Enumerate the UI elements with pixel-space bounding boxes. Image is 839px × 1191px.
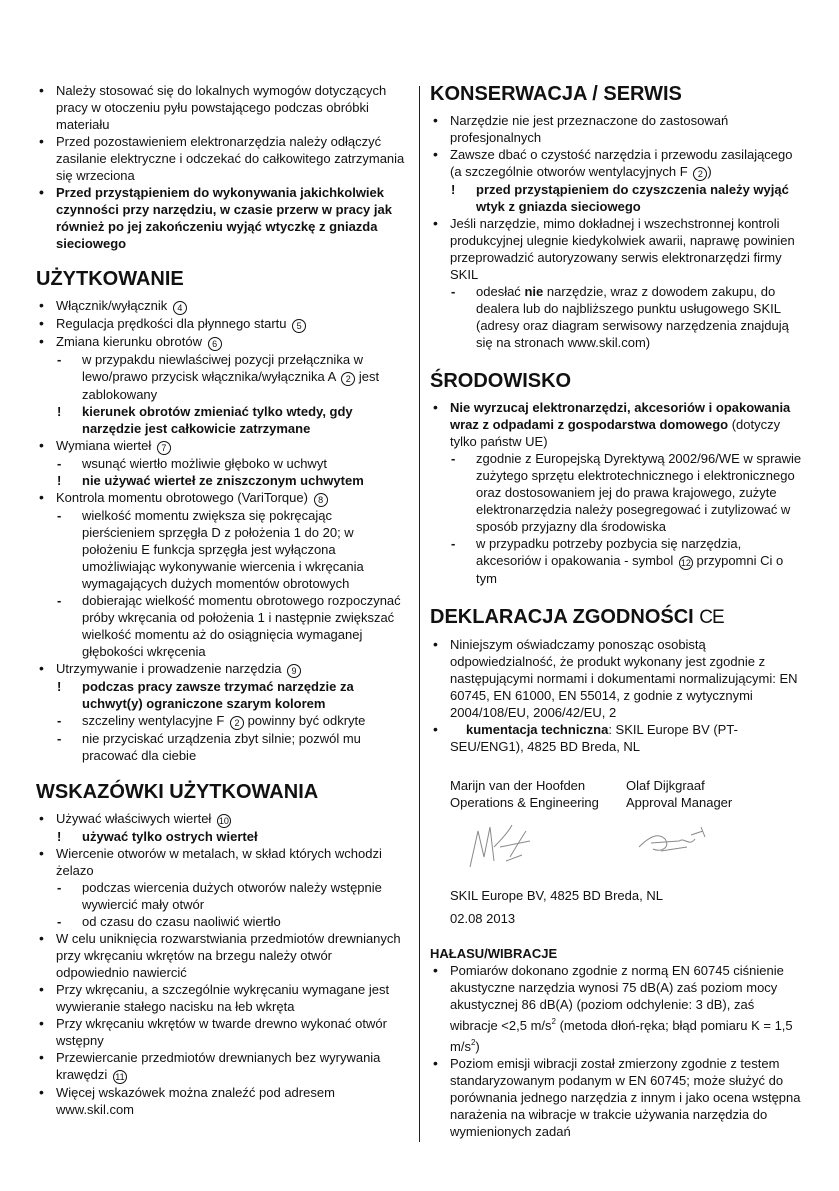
figure-ref: 11 xyxy=(113,1070,127,1084)
sub-item: - podczas wiercenia dużych otworów należy wstępnie wywiercić mały otwór xyxy=(56,879,408,913)
list-item: • Narzędzie nie jest przeznaczone do zastosowań profesjonalnych xyxy=(430,112,802,146)
warning-item: ! używać tylko ostrych wierteł xyxy=(56,828,408,845)
list-item: • Pomiarów dokonano zgodnie z normą EN 60745 ciśnienie akustyczne narzędzia wynosi 75 dB(A) zaś poziom mocy akustycznej 86 dB(A) (poziom odchylenie: 3 dB), zaś wibracje <2,5 $m/s^2$ (metoda dłoń-ręka; błąd pomiaru K = 1,5 $m/s^2$) xyxy=(430,962,802,1055)
declaration-date: 02.08 2013 xyxy=(450,911,516,926)
sub-item: - od czasu do czasu naoliwić wiertło xyxy=(56,913,408,930)
signatory-names xyxy=(430,777,802,811)
right-column xyxy=(430,82,802,1140)
warning-item: ! kierunek obrotów zmieniać tylko wtedy, gdy narzędzie jest całkowicie zatrzymane xyxy=(56,403,408,437)
list-item: • Wymiana wierteł 7 xyxy=(36,437,408,455)
warning-item: ! przed przystąpieniem do czyszczenia należy wyjąć wtyk z gniazda sieciowego xyxy=(450,181,802,215)
signature-1 xyxy=(460,817,631,883)
figure-ref: 9 xyxy=(287,664,301,678)
sub-item: - wielkość momentu zwiększa się pokręcając pierścieniem sprzęgła D z położenia 1 do 20; w położeniu E funkcja sprzęgła jest wyłączona umożliwiając wykonywanie wiercenia i wkręcania wymagających dużych momentów obrotowych xyxy=(56,507,408,592)
list-item: • Używać właściwych wierteł 10 xyxy=(36,810,408,828)
list-item: • Przed przystąpieniem do wykonywania jakichkolwiek czynności przy narzędziu, w czasie przerw w pracy jak również po jej zakończeniu wyjąć wtyczkę z gniazda sieciowego xyxy=(36,184,408,252)
company-address: SKIL Europe BV, 4825 BD Breda, NL xyxy=(450,888,663,903)
signatory-2: Olaf Dijkgraaf Approval Manager xyxy=(626,778,733,810)
list-item: • Zmiana kierunku obrotów 6 xyxy=(36,333,408,351)
figure-ref: 2 xyxy=(230,716,244,730)
list-item: • kumentacja techniczna: SKIL Europe BV (PT-SEU/ENG1), 4825 BD Breda, NL xyxy=(430,721,802,755)
section-title-environment: ŚRODOWISKO xyxy=(430,370,572,392)
list-item: • Kontrola momentu obrotowego (VariTorque) 8 xyxy=(36,489,408,507)
figure-ref: 2 xyxy=(341,372,355,386)
figure-ref: 6 xyxy=(208,337,222,351)
sub-item: - dobierając wielkość momentu obrotowego rozpoczynać próby wkręcania od położenia 1 i następnie zwiększać wielkość momentu aż do osiągnięcia wymaganej głębokości wkręcenia xyxy=(56,592,408,660)
list-item: • Włącznik/wyłącznik 4 xyxy=(36,297,408,315)
sub-item: - w przypadku potrzeby pozbycia się narzędzia, akcesoriów i opakowania - symbol 12 przypomni Ci o tym xyxy=(450,535,802,587)
section-title-usage: UŻYTKOWANIE xyxy=(36,268,184,290)
sub-item: - wsunąć wiertło możliwie głęboko w uchwyt xyxy=(56,455,408,472)
section-title-service: KONSERWACJA / SERWIS xyxy=(430,83,682,105)
signatures xyxy=(430,817,802,883)
signatory-1: Marijn van der Hoofden Operations & Engineering xyxy=(450,778,599,810)
column-divider xyxy=(419,86,420,1142)
sub-item: - zgodnie z Europejską Dyrektywą 2002/96/WE w sprawie zużytego sprzętu elektrotechnicznego i elektronicznego oraz dostosowaniem jej do prawa krajowego, zużyte elektronarzędzia należy posegregować i zutylizować w sposób przyjazny dla środowiska xyxy=(450,450,802,535)
section-title-noise: HAŁASU/WIBRACJE xyxy=(430,946,558,961)
list-item: • Utrzymywanie i prowadzenie narzędzia 9 xyxy=(36,660,408,678)
sub-item: - szczeliny wentylacyjne F 2 powinny być odkryte xyxy=(56,712,408,730)
figure-ref: 8 xyxy=(314,493,328,507)
list-item: • Zawsze dbać o czystość narzędzia i przewodu zasilającego (a szczególnie otworów wentylacyjnych F 2 ) xyxy=(430,146,802,181)
sub-item: - w przypakdu niewlaściwej pozycji przełącznika w lewo/prawo przycisk włącznika/wyłącznika A 2 jest zablokowany xyxy=(56,351,408,403)
figure-ref: 4 xyxy=(173,301,187,315)
warning-item: ! nie używać wierteł ze zniszczonym uchwytem xyxy=(56,472,408,489)
list-item: • Regulacja prędkości dla płynnego startu 5 xyxy=(36,315,408,333)
ce-mark: CE xyxy=(699,607,724,628)
figure-ref: 12 xyxy=(680,558,691,568)
figure-ref: 2 xyxy=(693,167,707,181)
figure-ref: 5 xyxy=(292,319,306,333)
list-item: • Przy wkręcaniu wkrętów w twarde drewno wykonać otwór wstępny xyxy=(36,1015,408,1049)
list-item: • Wiercenie otworów w metalach, w skład których wchodzi żelazo xyxy=(36,845,408,879)
list-item: • Przed pozostawieniem elektronarzędzia należy odłączyć zasilanie elektryczne i odczekać do całkowitego zatrzymania się wrzeciona xyxy=(36,133,408,184)
list-item: • W celu uniknięcia rozwarstwiania przedmiotów drewnianych przy wkręcaniu wkrętów na brzegu należy otwór odpowiednio nawiercić xyxy=(36,930,408,981)
list-item: • Nie wyrzucaj elektronarzędzi, akcesoriów i opakowania wraz z odpadami z gospodarstwa domowego (dotyczy tylko państw UE) xyxy=(430,399,802,450)
sub-item: - odesłać nie narzędzie, wraz z dowodem zakupu, do dealera lub do najbliższego punktu usługowego SKIL (adresy oraz diagram serwisowy narzędzenia znajdują się na stronach www.skil.com) xyxy=(450,283,802,351)
list-item: • Przewiercanie przedmiotów drewnianych bez wyrywania krawędzi 11 xyxy=(36,1049,408,1084)
figure-ref: 7 xyxy=(157,441,171,455)
figure-ref: 10 xyxy=(218,816,229,826)
list-item: • Jeśli narzędzie, mimo dokładnej i wszechstronnej kontroli produkcyjnej ulegnie kiedykolwiek awarii, naprawę powinien przeprowadzić autoryzowany serwis elektronarzędzi firmy SKIL xyxy=(430,215,802,283)
list-item: • Należy stosować się do lokalnych wymogów dotyczących pracy w otoczeniu pyłu powstającego podczas obróbki materiału xyxy=(36,82,408,133)
list-item: • Przy wkręcaniu, a szczególnie wykręcaniu wymagane jest wywieranie stałego nacisku na łeb wkręta xyxy=(36,981,408,1015)
left-column xyxy=(36,82,408,1118)
section-title-declaration: DEKLARACJA ZGODNOŚCI CE xyxy=(430,606,724,628)
list-item: • Niniejszym oświadczamy ponosząc osobistą odpowiedzialność, że produkt wykonany jest zgodnie z następującymi normami i dokumentami normalizującymi: EN 60745, EN 61000, EN 55014, z godnie z wytycznymi 2004/108/EU, 2006/42/EU, 2 xyxy=(430,636,802,721)
list-item: • Poziom emisji wibracji został zmierzony zgodnie z testem standaryzowanym podanym w EN 60745; może służyć do porównania jednego narzędzia z innym i jako ocena wstępna narażenia na wibracje w trakcie używania narzędzia do wymienionych zadań xyxy=(430,1055,802,1140)
signature-2 xyxy=(631,817,802,883)
list-item: • Więcej wskazówek można znaleźć pod adresem www.skil.com xyxy=(36,1084,408,1118)
section-title-tips: WSKAZÓWKI UŻYTKOWANIA xyxy=(36,781,319,803)
warning-item: ! podczas pracy zawsze trzymać narzędzie za uchwyt(y) ograniczone szarym kolorem xyxy=(56,678,408,712)
sub-item: - nie przyciskać urządzenia zbyt silnie; pozwól mu pracować dla ciebie xyxy=(56,730,408,764)
